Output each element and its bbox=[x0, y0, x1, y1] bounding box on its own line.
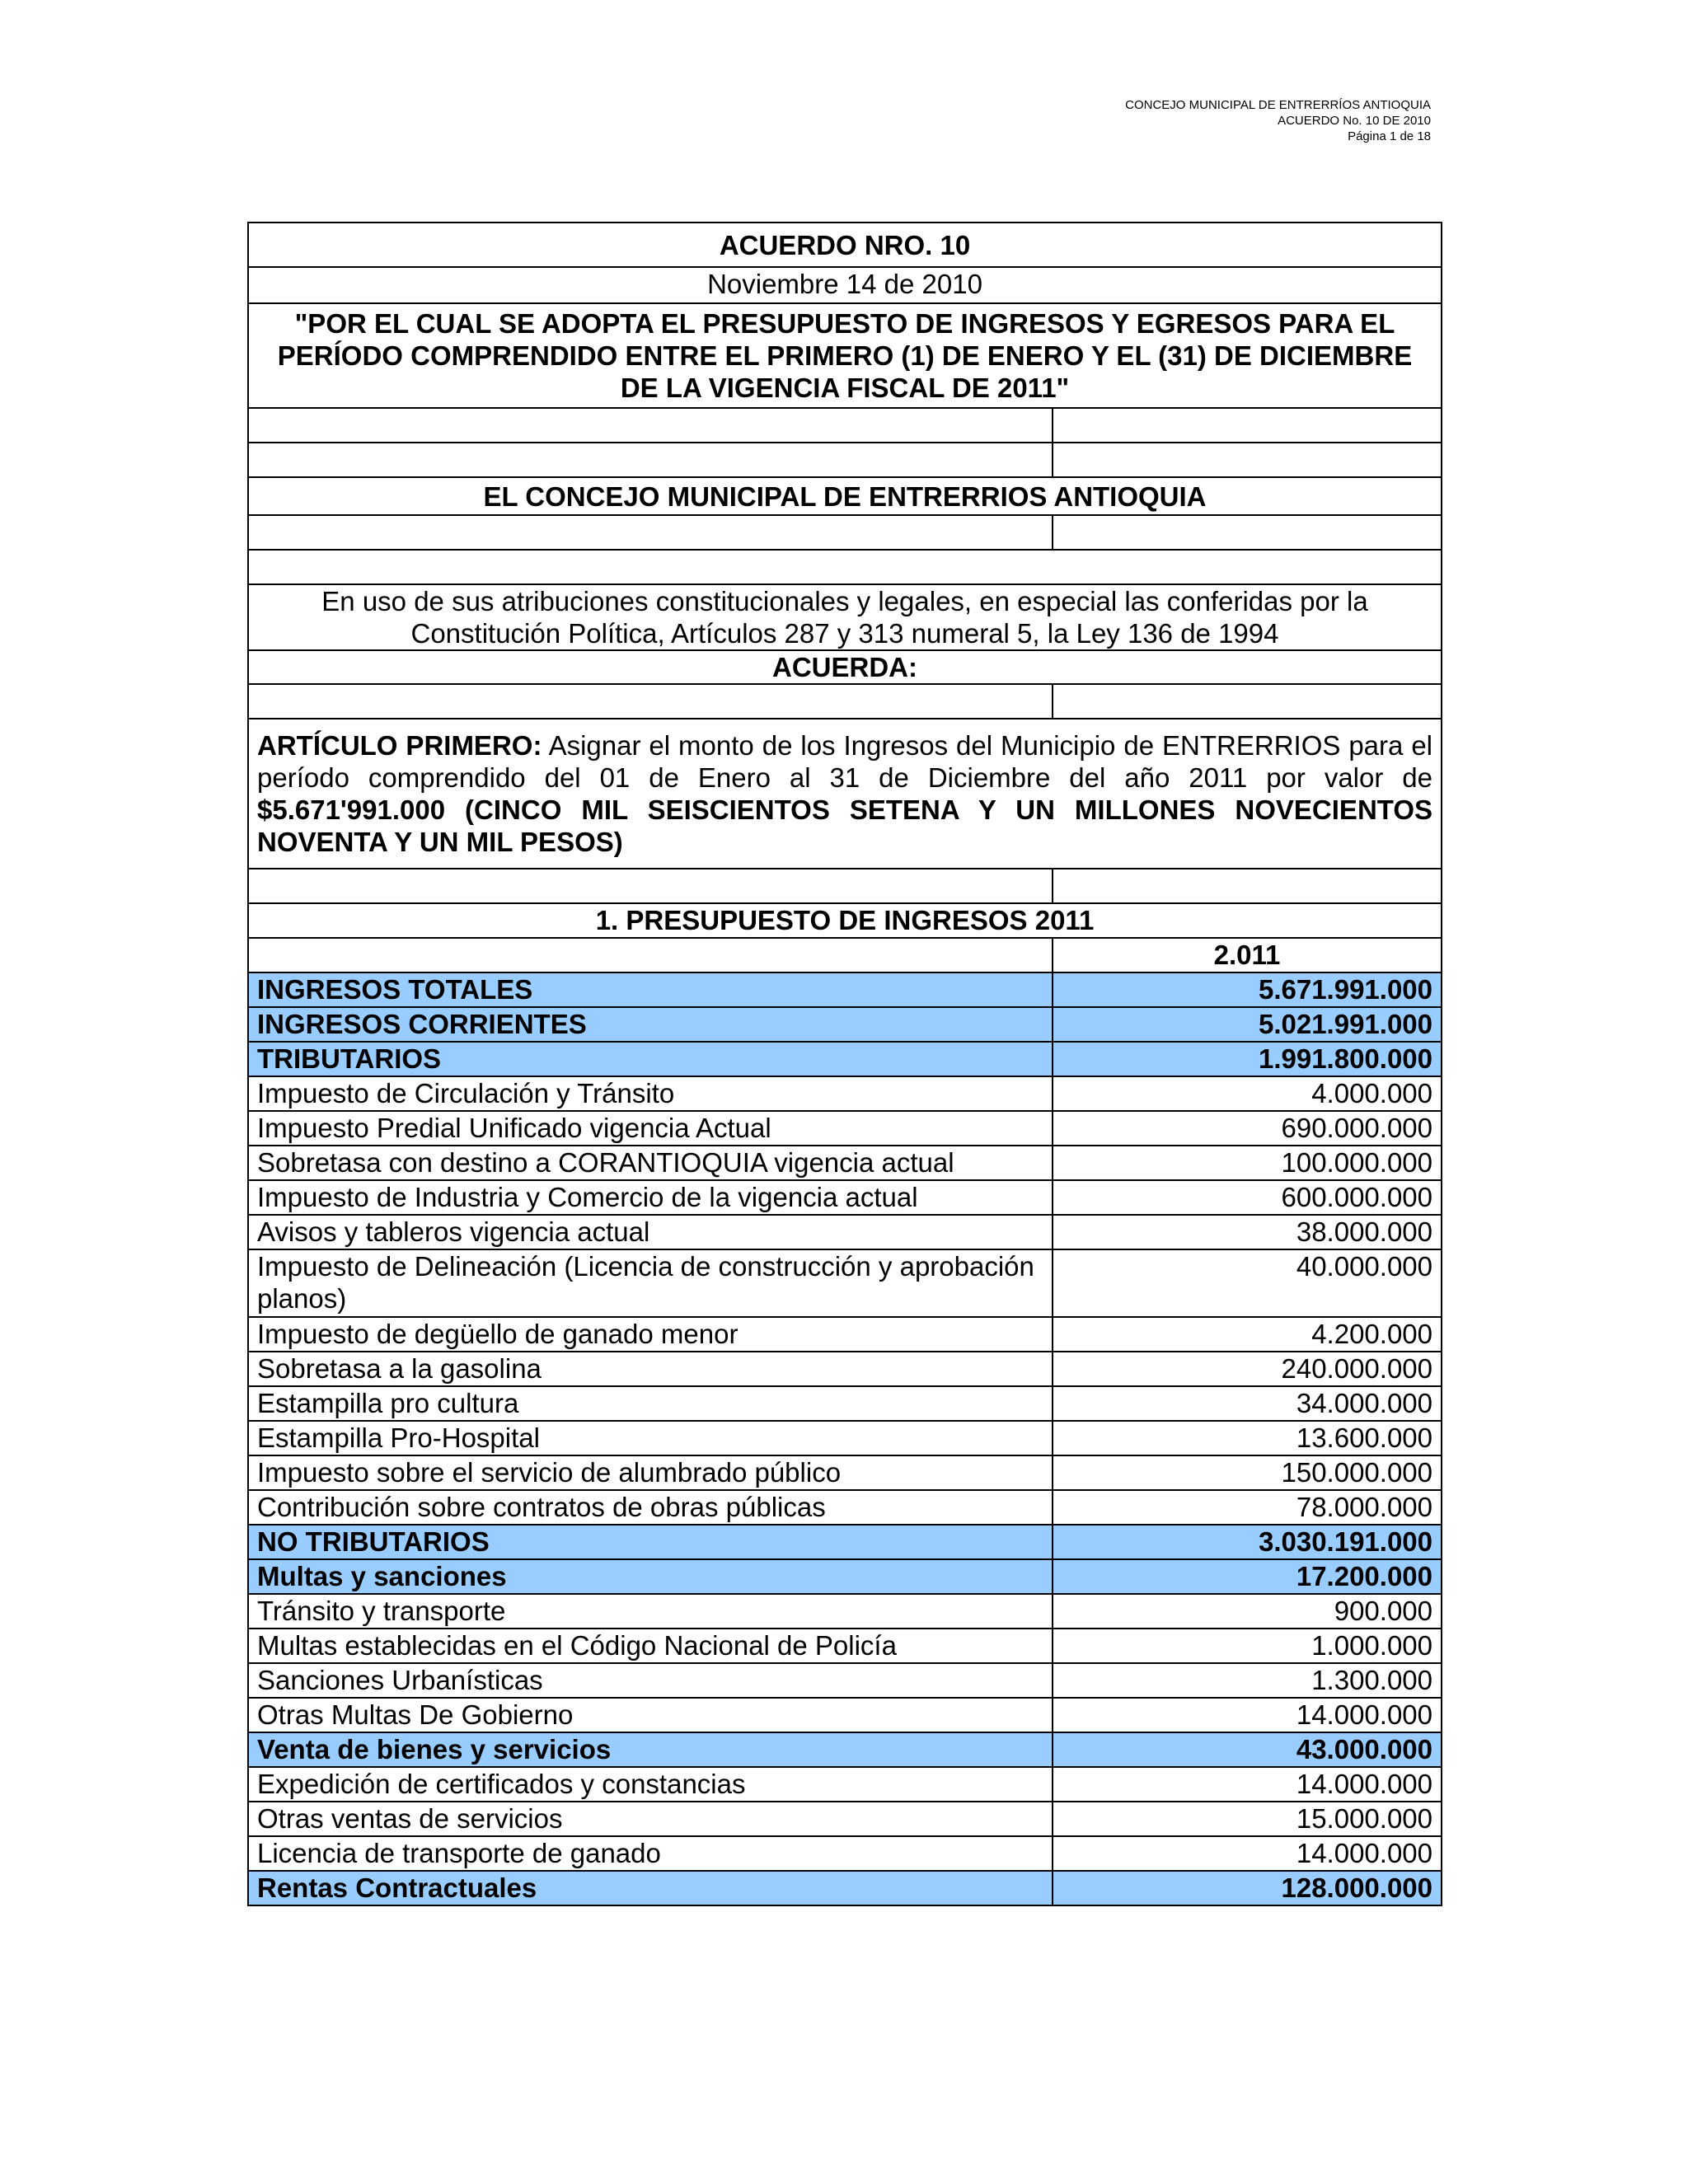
budget-row-label: Sanciones Urbanísticas bbox=[248, 1663, 1053, 1698]
budget-row-value: 34.000.000 bbox=[1053, 1386, 1442, 1421]
budget-row-value: 38.000.000 bbox=[1053, 1215, 1442, 1249]
budget-row-value: 690.000.000 bbox=[1053, 1111, 1442, 1146]
budget-row bbox=[248, 1317, 1442, 1352]
budget-row-value: 15.000.000 bbox=[1053, 1802, 1442, 1836]
budget-row-label: INGRESOS TOTALES bbox=[248, 972, 1053, 1007]
budget-row-label: Expedición de certificados y constancias bbox=[248, 1767, 1053, 1802]
header-page-number: Página 1 de 18 bbox=[1348, 129, 1431, 143]
budget-row-value: 1.300.000 bbox=[1053, 1663, 1442, 1698]
budget-row bbox=[248, 1421, 1442, 1455]
article-label: ARTÍCULO PRIMERO: bbox=[257, 730, 542, 761]
budget-row-label: Rentas Contractuales bbox=[248, 1871, 1053, 1905]
article-first bbox=[248, 719, 1442, 869]
budget-row bbox=[248, 1525, 1442, 1559]
page-header bbox=[1125, 97, 1431, 144]
budget-row-label: Impuesto de Industria y Comercio de la vigencia actual bbox=[248, 1180, 1053, 1215]
budget-row-label: Impuesto de Delineación (Licencia de construcción y aprobación planos) bbox=[248, 1249, 1053, 1317]
blank-row bbox=[248, 869, 1442, 903]
budget-row-value: 1.991.800.000 bbox=[1053, 1042, 1442, 1076]
document-date: Noviembre 14 de 2010 bbox=[248, 267, 1442, 303]
budget-row-label: Multas establecidas en el Código Nacional de Policía bbox=[248, 1629, 1053, 1663]
blank-row bbox=[248, 684, 1442, 719]
budget-row bbox=[248, 1663, 1442, 1698]
budget-row-value: 4.200.000 bbox=[1053, 1317, 1442, 1352]
budget-row-label: Impuesto de Circulación y Tránsito bbox=[248, 1076, 1053, 1111]
budget-row bbox=[248, 1386, 1442, 1421]
budget-row-value: 128.000.000 bbox=[1053, 1871, 1442, 1905]
budget-year: 2.011 bbox=[1053, 938, 1442, 972]
blank-row bbox=[248, 515, 1442, 550]
budget-row bbox=[248, 1836, 1442, 1871]
budget-row bbox=[248, 1007, 1442, 1042]
budget-row-value: 5.021.991.000 bbox=[1053, 1007, 1442, 1042]
council-heading: EL CONCEJO MUNICIPAL DE ENTRERRIOS ANTIOQUIA bbox=[248, 477, 1442, 515]
article-text: Asignar el monto de los Ingresos del Municipio de ENTRERRIOS para el período comprendido del 01 de Enero al 31 de Diciembre del año 2011 por valor de bbox=[257, 730, 1433, 793]
budget-row-value: 78.000.000 bbox=[1053, 1490, 1442, 1525]
budget-row bbox=[248, 1732, 1442, 1767]
budget-row bbox=[248, 1215, 1442, 1249]
document-title: ACUERDO NRO. 10 bbox=[248, 223, 1442, 267]
budget-row-value: 13.600.000 bbox=[1053, 1421, 1442, 1455]
budget-row-label: Sobretasa con destino a CORANTIOQUIA vigencia actual bbox=[248, 1146, 1053, 1180]
budget-row bbox=[248, 1629, 1442, 1663]
budget-row-value: 14.000.000 bbox=[1053, 1767, 1442, 1802]
budget-row-label: Tránsito y transporte bbox=[248, 1594, 1053, 1629]
budget-row-value: 100.000.000 bbox=[1053, 1146, 1442, 1180]
budget-row-value: 14.000.000 bbox=[1053, 1698, 1442, 1732]
budget-row-value: 5.671.991.000 bbox=[1053, 972, 1442, 1007]
budget-row-value: 43.000.000 bbox=[1053, 1732, 1442, 1767]
budget-row bbox=[248, 1767, 1442, 1802]
article-amount: $5.671'991.000 (CINCO MIL SEISCIENTOS SETENA Y UN MILLONES NOVECIENTOS NOVENTA Y UN MIL PESOS) bbox=[257, 794, 1433, 857]
budget-row-value: 600.000.000 bbox=[1053, 1180, 1442, 1215]
budget-row bbox=[248, 1111, 1442, 1146]
budget-row-label: INGRESOS CORRIENTES bbox=[248, 1007, 1053, 1042]
budget-row bbox=[248, 1180, 1442, 1215]
budget-row-value: 1.000.000 bbox=[1053, 1629, 1442, 1663]
budget-row bbox=[248, 1146, 1442, 1180]
budget-row-label: Contribución sobre contratos de obras públicas bbox=[248, 1490, 1053, 1525]
header-council: CONCEJO MUNICIPAL DE ENTRERRÍOS ANTIOQUIA bbox=[1125, 98, 1431, 112]
budget-row bbox=[248, 1802, 1442, 1836]
budget-row-value: 14.000.000 bbox=[1053, 1836, 1442, 1871]
budget-row bbox=[248, 1076, 1442, 1111]
budget-row bbox=[248, 972, 1442, 1007]
budget-row-value: 3.030.191.000 bbox=[1053, 1525, 1442, 1559]
blank-row bbox=[248, 550, 1442, 584]
budget-title: 1. PRESUPUESTO DE INGRESOS 2011 bbox=[248, 903, 1442, 938]
budget-row-value: 240.000.000 bbox=[1053, 1352, 1442, 1386]
budget-row bbox=[248, 1249, 1442, 1317]
budget-row-label: Sobretasa a la gasolina bbox=[248, 1352, 1053, 1386]
budget-row bbox=[248, 1871, 1442, 1905]
budget-row-label: TRIBUTARIOS bbox=[248, 1042, 1053, 1076]
budget-row-value: 17.200.000 bbox=[1053, 1559, 1442, 1594]
document-subject: "POR EL CUAL SE ADOPTA EL PRESUPUESTO DE INGRESOS Y EGRESOS PARA EL PERÍODO COMPRENDIDO ENTRE EL PRIMERO (1) DE ENERO Y EL (31) DE DICIEMBRE DE LA VIGENCIA FISCAL DE 2011" bbox=[248, 303, 1442, 408]
budget-row bbox=[248, 1455, 1442, 1490]
budget-row bbox=[248, 1490, 1442, 1525]
preamble: En uso de sus atribuciones constitucionales y legales, en especial las conferidas por la Constitución Política, Artículos 287 y 313 numeral 5, la Ley 136 de 1994 bbox=[248, 584, 1442, 650]
agreement-table bbox=[247, 222, 1442, 1906]
budget-row-label: Venta de bienes y servicios bbox=[248, 1732, 1053, 1767]
budget-row-label: Estampilla Pro-Hospital bbox=[248, 1421, 1053, 1455]
budget-row-label: Otras Multas De Gobierno bbox=[248, 1698, 1053, 1732]
header-agreement: ACUERDO No. 10 DE 2010 bbox=[1278, 114, 1431, 128]
acuerda-heading: ACUERDA: bbox=[248, 650, 1442, 684]
budget-row-value: 4.000.000 bbox=[1053, 1076, 1442, 1111]
budget-row bbox=[248, 1042, 1442, 1076]
budget-row-label: NO TRIBUTARIOS bbox=[248, 1525, 1053, 1559]
blank-row bbox=[248, 408, 1442, 443]
budget-row-label: Impuesto sobre el servicio de alumbrado público bbox=[248, 1455, 1053, 1490]
budget-row-label: Multas y sanciones bbox=[248, 1559, 1053, 1594]
budget-row-label: Otras ventas de servicios bbox=[248, 1802, 1053, 1836]
budget-row bbox=[248, 1559, 1442, 1594]
budget-row-label: Impuesto Predial Unificado vigencia Actual bbox=[248, 1111, 1053, 1146]
blank-row bbox=[248, 443, 1442, 477]
budget-row-value: 150.000.000 bbox=[1053, 1455, 1442, 1490]
budget-row-label: Estampilla pro cultura bbox=[248, 1386, 1053, 1421]
budget-row-label: Avisos y tableros vigencia actual bbox=[248, 1215, 1053, 1249]
budget-row-label: Impuesto de degüello de ganado menor bbox=[248, 1317, 1053, 1352]
budget-row bbox=[248, 1352, 1442, 1386]
budget-row bbox=[248, 1698, 1442, 1732]
budget-row-value: 40.000.000 bbox=[1053, 1249, 1442, 1317]
budget-row-label: Licencia de transporte de ganado bbox=[248, 1836, 1053, 1871]
budget-row-value: 900.000 bbox=[1053, 1594, 1442, 1629]
budget-row bbox=[248, 1594, 1442, 1629]
